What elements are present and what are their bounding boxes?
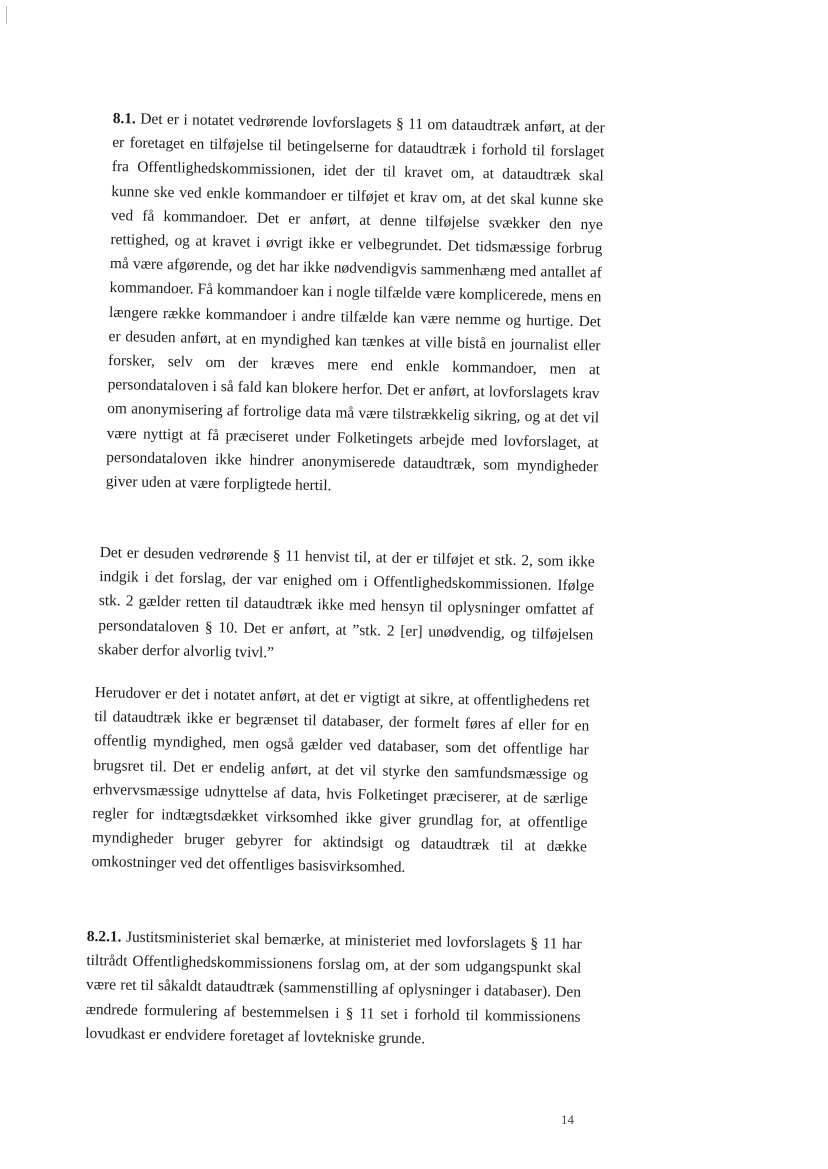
- paragraph-stk-2: [98, 541, 595, 671]
- paragraph-text: Herudover er det i notatet anført, at det er vigtigt at sikre, at offentlighedens ret til dataudtræk ikke er begrænset til databaser, der formelt føres af eller for en offentlig myndighed, men også gælder ved databaser, som det offentlige har brugsret til. Det er endelig anført, at det vil styrke den samfundsmæssige og erhvervsmæssige udnyttelse af data, hvis Folketinget præciserer, at de særlige regler for indtægtsdækket virksomhed ikke giver grundlag for, at offentlige myndigheder bruger gebyrer for aktindsigt og dataudtræk til at dække omkostninger ved det offentliges basisvirksomhed.: [91, 683, 590, 877]
- section-number: 8.2.1.: [86, 927, 122, 946]
- paragraph-text: Det er desuden vedrørende § 11 henvist til, at der er tilføjet et stk. 2, som ikke indgik i det forslag, der var enighed om i Offentlighedskommissionen. Ifølge stk. 2 gælder retten til dataudtræk ikke med hensyn til oplysninger omfattet af persondataloven § 10. Det er anført, at ”stk. 2 [er] unødvendig, og tilføjelsen skaber derfor alvorlig tvivl.”: [97, 543, 595, 662]
- paragraph-text: Det er i notatet vedrørende lovforslagets § 11 om dataudtræk anført, at der er foretaget en tilføjelse til betingelserne for dataudtræk i forhold til forslaget fra Offentlighedskommissionen, idet der til kravet om, at dataudtræk skal kunne ske ved enkle kommandoer er tilføjet et krav om, at det skal kunne ske ved få kommandoer. Det er anført, at denne tilføjelse svækker den nye rettighed, og at kravet i øvrigt ikke er velbegrundet. Det tidsmæssige forbrug må være afgørende, og det har ikke nødvendigvis sammenhæng med antallet af kommandoer. Få kommandoer kan i nogle tilfælde være komplicerede, mens en længere række kommandoer i andre tilfælde kan være nemme og hurtige. Det er desuden anført, at en myndighed kan tænkes at ville bistå en journalist eller forsker, selv om der kræves mere end enkle kommandoer, men at persondataloven i så fald kan blokere herfor. Det er anført, at lovforslagets krav om anonymisering af fortrolige data må være tilstrækkelig sikring, og at det vil være nyttigt at få præciseret under Folketingets arbejde med lovforslaget, at persondataloven ikke hindrer anonymiserede dataudtræk, som myndigheder giver uden at være forpligtede hertil.: [105, 110, 605, 495]
- paragraph-text: Justitsministeriet skal bemærke, at ministeriet med lovforslagets § 11 har tiltrådt Offentlighedskommissionens forslag om, at der som udgangspunkt skal være ret til såkaldt dataudtræk (sammenstilling af oplysninger i databaser). Den ændrede formulering af bestemmelsen i § 11 set i forhold til kommissionens lovudkast er endvidere foretaget af lovtekniske grunde.: [85, 928, 582, 1048]
- scan-edge-mark: [6, 6, 7, 24]
- paragraph-8-1: [106, 107, 605, 504]
- paragraph-8-2-1: [85, 925, 582, 1054]
- page-number: 14: [561, 1112, 574, 1127]
- section-number: 8.1.: [112, 109, 137, 128]
- paragraph-database-access: [91, 681, 590, 884]
